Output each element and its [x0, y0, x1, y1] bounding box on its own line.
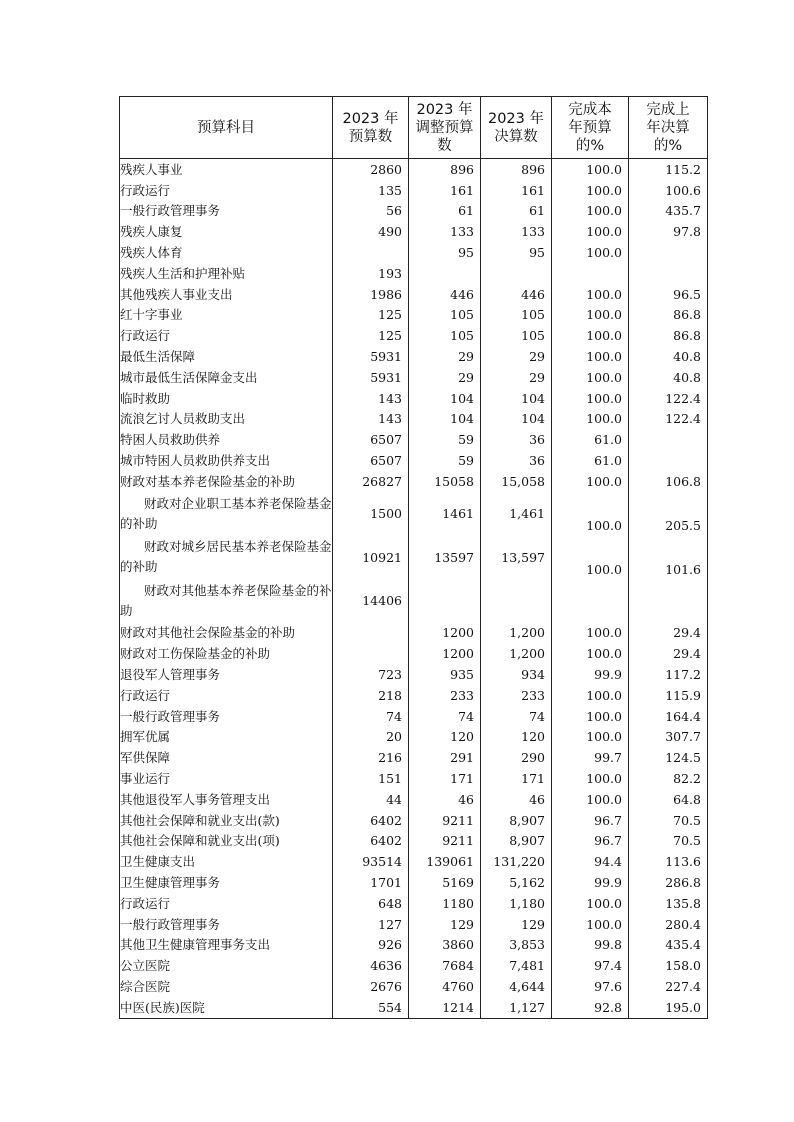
cell-final: 104	[481, 388, 552, 409]
cell-pct-budget: 100.0	[552, 201, 629, 222]
table-row	[120, 180, 708, 201]
cell-pct-budget: 100.0	[552, 221, 629, 242]
header-adjusted	[409, 97, 481, 159]
table-row	[120, 706, 708, 727]
header-budget-text: 2023 年预算数	[342, 110, 399, 145]
cell-pct-budget: 100.0	[552, 727, 629, 748]
cell-budget: 127	[333, 914, 409, 935]
row-item-name: 流浪乞讨人员救助支出	[120, 409, 333, 430]
cell-budget: 5931	[333, 346, 409, 367]
cell-budget: 20	[333, 727, 409, 748]
table-row	[120, 997, 708, 1018]
cell-budget: 216	[333, 747, 409, 768]
cell-adjusted: 233	[409, 685, 481, 706]
header-pct-budget	[552, 97, 629, 159]
cell-pct-last: 101.6	[629, 535, 708, 579]
cell-final: 105	[481, 325, 552, 346]
cell-pct-budget: 100.0	[552, 180, 629, 201]
table-row	[120, 409, 708, 430]
cell-adjusted: 1180	[409, 893, 481, 914]
cell-pct-budget: 99.7	[552, 747, 629, 768]
cell-budget	[333, 242, 409, 263]
cell-pct-budget: 100.0	[552, 789, 629, 810]
table-row	[120, 284, 708, 305]
cell-final: 131,220	[481, 851, 552, 872]
cell-adjusted: 129	[409, 914, 481, 935]
header-final-text: 2023 年决算数	[487, 110, 544, 145]
header-item: 预算科目	[120, 97, 333, 159]
table-row	[120, 955, 708, 976]
row-item-name: 其他社会保障和就业支出(项)	[120, 831, 333, 852]
row-item-name: 财政对其他基本养老保险基金的补助	[120, 579, 333, 623]
cell-final: 1,180	[481, 893, 552, 914]
cell-pct-budget: 97.4	[552, 955, 629, 976]
row-item-name: 残疾人体育	[120, 242, 333, 263]
cell-adjusted: 13597	[409, 535, 481, 579]
table-row	[120, 623, 708, 644]
cell-final: 46	[481, 789, 552, 810]
cell-adjusted	[409, 579, 481, 623]
row-item-name: 残疾人康复	[120, 221, 333, 242]
cell-budget: 143	[333, 388, 409, 409]
cell-pct-budget: 61.0	[552, 450, 629, 471]
cell-adjusted: 29	[409, 346, 481, 367]
cell-adjusted: 1214	[409, 997, 481, 1018]
cell-final: 446	[481, 284, 552, 305]
cell-pct-budget: 100.0	[552, 471, 629, 492]
cell-pct-budget: 100.0	[552, 706, 629, 727]
row-item-name: 财政对工伤保险基金的补助	[120, 643, 333, 664]
cell-budget: 1500	[333, 492, 409, 536]
cell-final: 1,200	[481, 623, 552, 644]
cell-final: 95	[481, 242, 552, 263]
cell-adjusted: 291	[409, 747, 481, 768]
cell-pct-budget: 96.7	[552, 810, 629, 831]
header-pct-last	[629, 97, 708, 159]
cell-adjusted: 7684	[409, 955, 481, 976]
table-row	[120, 305, 708, 326]
cell-adjusted: 15058	[409, 471, 481, 492]
cell-budget: 93514	[333, 851, 409, 872]
cell-pct-last	[629, 429, 708, 450]
cell-pct-budget: 61.0	[552, 429, 629, 450]
cell-adjusted: 105	[409, 325, 481, 346]
cell-pct-budget: 100.0	[552, 768, 629, 789]
cell-pct-last: 158.0	[629, 955, 708, 976]
cell-pct-budget: 97.6	[552, 976, 629, 997]
cell-budget: 74	[333, 706, 409, 727]
cell-adjusted: 139061	[409, 851, 481, 872]
cell-adjusted: 104	[409, 409, 481, 430]
row-item-name: 卫生健康管理事务	[120, 872, 333, 893]
cell-pct-last	[629, 263, 708, 284]
table-row	[120, 643, 708, 664]
row-item-name: 一般行政管理事务	[120, 706, 333, 727]
header-pct-last-text: 完成上年决算的%	[646, 101, 690, 154]
table-header-row	[120, 97, 708, 159]
cell-pct-budget: 92.8	[552, 997, 629, 1018]
cell-pct-last: 70.5	[629, 831, 708, 852]
table-row	[120, 747, 708, 768]
cell-budget: 1701	[333, 872, 409, 893]
cell-budget: 151	[333, 768, 409, 789]
cell-pct-last: 164.4	[629, 706, 708, 727]
cell-pct-last: 115.2	[629, 159, 708, 180]
cell-adjusted: 171	[409, 768, 481, 789]
cell-pct-budget: 100.0	[552, 409, 629, 430]
cell-pct-budget: 94.4	[552, 851, 629, 872]
cell-adjusted: 59	[409, 429, 481, 450]
row-item-name: 退役军人管理事务	[120, 664, 333, 685]
row-item-name: 最低生活保障	[120, 346, 333, 367]
table-row	[120, 388, 708, 409]
row-item-name: 综合医院	[120, 976, 333, 997]
cell-final: 934	[481, 664, 552, 685]
cell-pct-last: 40.8	[629, 367, 708, 388]
table-row	[120, 579, 708, 623]
cell-final: 171	[481, 768, 552, 789]
cell-final: 36	[481, 429, 552, 450]
cell-adjusted	[409, 263, 481, 284]
row-item-name: 卫生健康支出	[120, 851, 333, 872]
header-final	[481, 97, 552, 159]
table-row	[120, 429, 708, 450]
budget-table	[119, 96, 708, 1019]
cell-adjusted: 9211	[409, 810, 481, 831]
cell-budget: 6402	[333, 831, 409, 852]
row-item-name: 特困人员救助供养	[120, 429, 333, 450]
cell-pct-budget: 99.8	[552, 934, 629, 955]
row-item-name: 军供保障	[120, 747, 333, 768]
cell-budget	[333, 643, 409, 664]
cell-adjusted: 105	[409, 305, 481, 326]
cell-final: 4,644	[481, 976, 552, 997]
table-row	[120, 221, 708, 242]
cell-budget: 10921	[333, 535, 409, 579]
cell-final: 3,853	[481, 934, 552, 955]
cell-adjusted: 29	[409, 367, 481, 388]
row-item-name: 残疾人事业	[120, 159, 333, 180]
cell-budget: 6507	[333, 429, 409, 450]
table-row	[120, 664, 708, 685]
table-row	[120, 789, 708, 810]
cell-pct-last: 307.7	[629, 727, 708, 748]
cell-final: 8,907	[481, 831, 552, 852]
table-row	[120, 934, 708, 955]
cell-final: 13,597	[481, 535, 552, 579]
table-row	[120, 685, 708, 706]
cell-pct-last: 195.0	[629, 997, 708, 1018]
cell-pct-last: 97.8	[629, 221, 708, 242]
cell-final: 29	[481, 346, 552, 367]
cell-budget: 6402	[333, 810, 409, 831]
table-row	[120, 535, 708, 579]
row-item-name: 行政运行	[120, 893, 333, 914]
cell-pct-last: 124.5	[629, 747, 708, 768]
cell-budget: 648	[333, 893, 409, 914]
cell-final: 1,461	[481, 492, 552, 536]
table-row	[120, 851, 708, 872]
table-row	[120, 242, 708, 263]
cell-final: 233	[481, 685, 552, 706]
cell-pct-budget: 100.0	[552, 914, 629, 935]
cell-pct-last: 135.8	[629, 893, 708, 914]
row-item-name: 行政运行	[120, 180, 333, 201]
cell-adjusted: 4760	[409, 976, 481, 997]
cell-budget: 125	[333, 305, 409, 326]
cell-pct-budget	[552, 263, 629, 284]
cell-budget: 14406	[333, 579, 409, 623]
cell-budget: 1986	[333, 284, 409, 305]
cell-budget	[333, 623, 409, 644]
cell-pct-budget: 99.9	[552, 664, 629, 685]
row-item-name: 行政运行	[120, 685, 333, 706]
header-pct-budget-text: 完成本年预算的%	[568, 101, 612, 154]
cell-pct-budget: 100.0	[552, 346, 629, 367]
cell-adjusted: 59	[409, 450, 481, 471]
cell-adjusted: 46	[409, 789, 481, 810]
cell-adjusted: 133	[409, 221, 481, 242]
table-row	[120, 471, 708, 492]
cell-pct-last: 227.4	[629, 976, 708, 997]
table-row	[120, 492, 708, 536]
cell-pct-last	[629, 450, 708, 471]
cell-final: 36	[481, 450, 552, 471]
row-item-name: 其他社会保障和就业支出(款)	[120, 810, 333, 831]
cell-pct-last: 115.9	[629, 685, 708, 706]
cell-budget: 5931	[333, 367, 409, 388]
cell-budget: 2676	[333, 976, 409, 997]
cell-pct-last: 40.8	[629, 346, 708, 367]
cell-adjusted: 1200	[409, 623, 481, 644]
row-item-name: 其他残疾人事业支出	[120, 284, 333, 305]
cell-budget: 4636	[333, 955, 409, 976]
row-item-name: 事业运行	[120, 768, 333, 789]
row-item-name: 财政对企业职工基本养老保险基金的补助	[120, 492, 333, 536]
cell-pct-budget: 100.0	[552, 325, 629, 346]
row-item-name: 红十字事业	[120, 305, 333, 326]
cell-pct-budget: 100.0	[552, 388, 629, 409]
cell-pct-budget: 100.0	[552, 893, 629, 914]
table-row	[120, 450, 708, 471]
cell-pct-budget: 100.0	[552, 643, 629, 664]
row-item-name: 行政运行	[120, 325, 333, 346]
cell-pct-budget: 100.0	[552, 685, 629, 706]
cell-pct-last: 205.5	[629, 492, 708, 536]
cell-budget: 26827	[333, 471, 409, 492]
cell-final: 129	[481, 914, 552, 935]
cell-adjusted: 9211	[409, 831, 481, 852]
cell-pct-last: 106.8	[629, 471, 708, 492]
cell-pct-budget: 96.7	[552, 831, 629, 852]
header-adjusted-text: 2023 年调整预算数	[415, 101, 474, 154]
table-row	[120, 893, 708, 914]
cell-final: 161	[481, 180, 552, 201]
cell-pct-budget: 100.0	[552, 284, 629, 305]
row-item-name: 财政对城乡居民基本养老保险基金的补助	[120, 535, 333, 579]
cell-pct-last: 122.4	[629, 388, 708, 409]
cell-pct-last: 435.7	[629, 201, 708, 222]
table-row	[120, 727, 708, 748]
cell-pct-last	[629, 242, 708, 263]
cell-adjusted: 3860	[409, 934, 481, 955]
cell-final: 61	[481, 201, 552, 222]
table-row	[120, 810, 708, 831]
cell-pct-budget	[552, 579, 629, 623]
cell-pct-last: 70.5	[629, 810, 708, 831]
cell-adjusted: 61	[409, 201, 481, 222]
cell-adjusted: 446	[409, 284, 481, 305]
cell-final	[481, 263, 552, 284]
cell-budget: 926	[333, 934, 409, 955]
table-row	[120, 263, 708, 284]
cell-pct-budget: 100.0	[552, 367, 629, 388]
row-item-name: 拥军优属	[120, 727, 333, 748]
cell-pct-budget: 99.9	[552, 872, 629, 893]
table-body	[120, 159, 708, 1019]
cell-pct-budget: 100.0	[552, 242, 629, 263]
cell-pct-budget: 100.0	[552, 535, 629, 579]
cell-pct-last: 29.4	[629, 643, 708, 664]
cell-pct-last: 64.8	[629, 789, 708, 810]
row-item-name: 财政对其他社会保险基金的补助	[120, 623, 333, 644]
cell-pct-last: 86.8	[629, 305, 708, 326]
cell-pct-last: 122.4	[629, 409, 708, 430]
cell-pct-last: 280.4	[629, 914, 708, 935]
cell-adjusted: 161	[409, 180, 481, 201]
cell-final: 896	[481, 159, 552, 180]
cell-pct-budget: 100.0	[552, 492, 629, 536]
cell-adjusted: 5169	[409, 872, 481, 893]
cell-pct-last: 117.2	[629, 664, 708, 685]
row-item-name: 一般行政管理事务	[120, 914, 333, 935]
table-row	[120, 872, 708, 893]
cell-budget: 125	[333, 325, 409, 346]
cell-adjusted: 104	[409, 388, 481, 409]
cell-final: 5,162	[481, 872, 552, 893]
row-item-name: 城市最低生活保障金支出	[120, 367, 333, 388]
cell-final: 8,907	[481, 810, 552, 831]
cell-pct-budget: 100.0	[552, 305, 629, 326]
cell-final: 29	[481, 367, 552, 388]
table-row	[120, 325, 708, 346]
cell-budget: 56	[333, 201, 409, 222]
cell-final: 120	[481, 727, 552, 748]
cell-adjusted: 896	[409, 159, 481, 180]
cell-pct-last: 82.2	[629, 768, 708, 789]
cell-budget: 218	[333, 685, 409, 706]
header-budget	[333, 97, 409, 159]
row-item-name: 中医(民族)医院	[120, 997, 333, 1018]
cell-pct-last: 96.5	[629, 284, 708, 305]
cell-final	[481, 579, 552, 623]
row-item-name: 财政对基本养老保险基金的补助	[120, 471, 333, 492]
cell-final: 74	[481, 706, 552, 727]
row-item-name: 临时救助	[120, 388, 333, 409]
cell-pct-last	[629, 579, 708, 623]
cell-final: 15,058	[481, 471, 552, 492]
table-row	[120, 768, 708, 789]
cell-pct-last: 286.8	[629, 872, 708, 893]
cell-final: 7,481	[481, 955, 552, 976]
row-item-name: 残疾人生活和护理补贴	[120, 263, 333, 284]
cell-adjusted: 1461	[409, 492, 481, 536]
cell-pct-last: 29.4	[629, 623, 708, 644]
cell-adjusted: 935	[409, 664, 481, 685]
row-item-name: 一般行政管理事务	[120, 201, 333, 222]
cell-budget: 193	[333, 263, 409, 284]
table-row	[120, 201, 708, 222]
cell-pct-last: 100.6	[629, 180, 708, 201]
table-row	[120, 831, 708, 852]
table-row	[120, 159, 708, 180]
row-item-name: 其他退役军人事务管理支出	[120, 789, 333, 810]
table-row	[120, 367, 708, 388]
table-row	[120, 976, 708, 997]
cell-budget: 2860	[333, 159, 409, 180]
row-item-name: 其他卫生健康管理事务支出	[120, 934, 333, 955]
cell-adjusted: 74	[409, 706, 481, 727]
table-row	[120, 914, 708, 935]
cell-final: 1,127	[481, 997, 552, 1018]
cell-budget: 554	[333, 997, 409, 1018]
cell-pct-budget: 100.0	[552, 159, 629, 180]
cell-pct-last: 113.6	[629, 851, 708, 872]
cell-pct-last: 435.4	[629, 934, 708, 955]
row-item-name: 城市特困人员救助供养支出	[120, 450, 333, 471]
cell-final: 1,200	[481, 643, 552, 664]
cell-adjusted: 1200	[409, 643, 481, 664]
cell-pct-last: 86.8	[629, 325, 708, 346]
cell-final: 105	[481, 305, 552, 326]
cell-adjusted: 120	[409, 727, 481, 748]
cell-budget: 44	[333, 789, 409, 810]
cell-final: 104	[481, 409, 552, 430]
row-item-name: 公立医院	[120, 955, 333, 976]
cell-budget: 135	[333, 180, 409, 201]
cell-budget: 6507	[333, 450, 409, 471]
cell-budget: 143	[333, 409, 409, 430]
cell-budget: 723	[333, 664, 409, 685]
cell-final: 290	[481, 747, 552, 768]
table-row	[120, 346, 708, 367]
cell-final: 133	[481, 221, 552, 242]
cell-adjusted: 95	[409, 242, 481, 263]
cell-budget: 490	[333, 221, 409, 242]
cell-pct-budget: 100.0	[552, 623, 629, 644]
